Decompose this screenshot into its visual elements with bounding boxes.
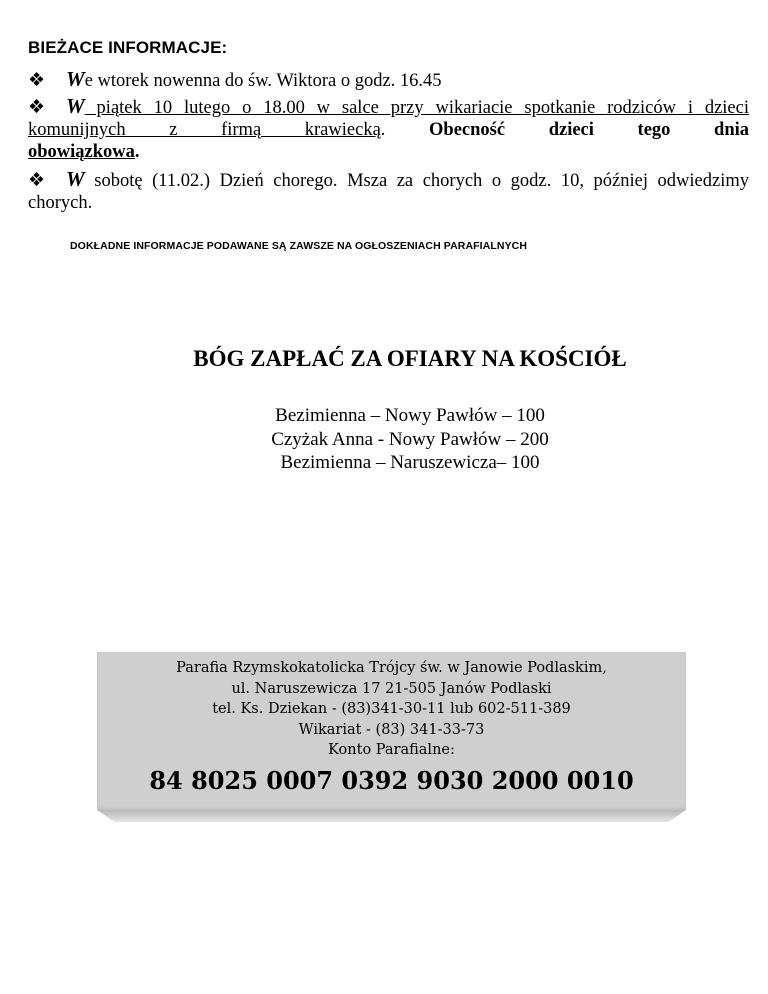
announcement-end: . [134, 142, 140, 162]
account-number: 84 8025 0007 0392 9030 2000 0010 [149, 766, 634, 795]
diamond-bullet-icon: ❖ [28, 170, 46, 191]
section-title: BIEŻACE INFORMACJE: [28, 38, 228, 57]
parish-phone: tel. Ks. Dziekan - (83)341-30-11 lub 602-511-389 [212, 701, 571, 717]
announcement-text: piątek 10 lutego o 18.00 w salce przy wikariacie spotkanie rodziców i dzieci komunijnych z firmą krawiecką [28, 98, 749, 140]
parish-info-lines [97, 658, 686, 761]
vicarage-phone: Wikariat - (83) 341-33-73 [298, 721, 485, 738]
announcement-item [28, 95, 749, 163]
diamond-bullet-icon: ❖ [28, 70, 46, 91]
account-label: Konto Parafialne: [328, 742, 455, 758]
announcement-text-punct: . [380, 120, 430, 140]
donations-list [0, 404, 768, 475]
announcement-emphasis: Obecność dzieci tego dnia [429, 120, 749, 140]
announcement-emphasis-underlined: obowiązkowa [28, 142, 135, 162]
drop-initial: W [66, 67, 85, 91]
parish-address: ul. Naruszewicza 17 21-505 Janów Podlaski [231, 680, 552, 697]
drop-initial: W [66, 167, 85, 191]
donation-entry: Czyżak Anna - Nowy Pawłów – 200 [271, 428, 549, 450]
thanks-title: BÓG ZAPŁAĆ ZA OFIARY NA KOŚCIÓŁ [193, 346, 627, 371]
announcement-text: e wtorek nowenna do św. Wiktora o godz. 16.45 [84, 71, 442, 91]
drop-initial: W [66, 94, 85, 118]
donation-entry: Bezimienna – Naruszewicza– 100 [280, 452, 540, 473]
parish-info-box [97, 652, 686, 810]
announcement-item [28, 68, 749, 92]
diamond-bullet-icon: ❖ [28, 97, 46, 118]
footnote: DOKŁADNE INFORMACJE PODAWANE SĄ ZAWSZE NA OGŁOSZENIACH PARAFIALNYCH [70, 240, 528, 252]
parish-name: Parafia Rzymskokatolicka Trójcy św. w Janowie Podlaskim, [176, 660, 607, 676]
announcement-item [28, 168, 749, 214]
donation-entry: Bezimienna – Nowy Pawłów – 100 [275, 405, 545, 426]
announcement-text: sobotę (11.02.) Dzień chorego. Msza za chorych o godz. 10, później odwiedzimy chorych. [28, 171, 749, 213]
